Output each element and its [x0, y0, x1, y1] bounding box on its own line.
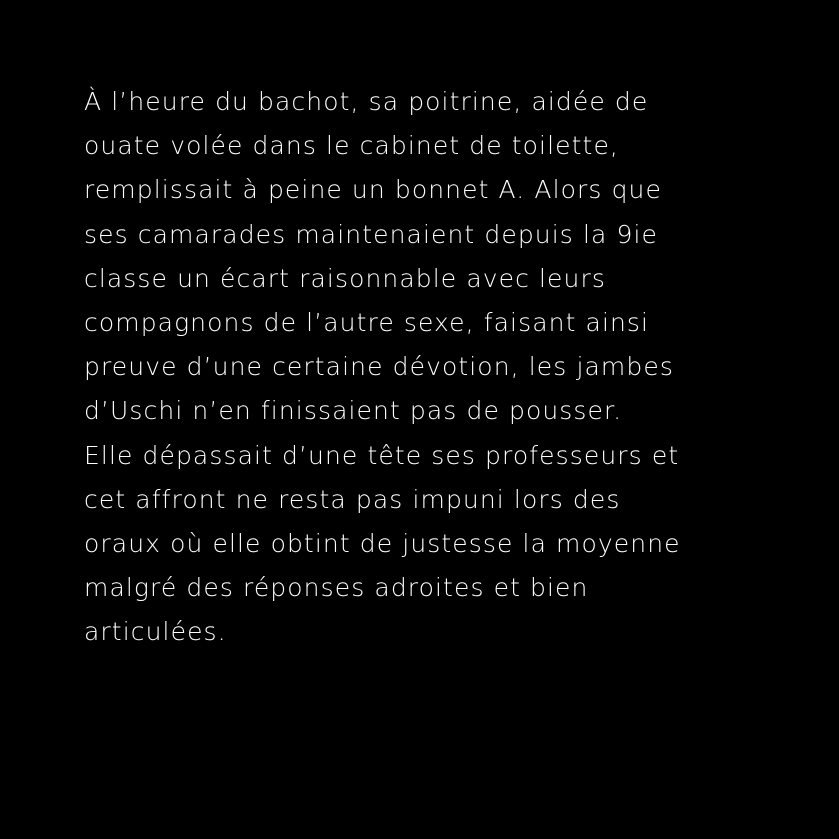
text-line: À l’heure du bachot, sa poitrine, aidée de — [84, 87, 649, 116]
text-line: ses camarades maintenaient depuis la 9ie — [84, 219, 658, 249]
text-line: cet affront ne resta pas impuni lors des — [84, 484, 621, 514]
text-line: classe un écart raisonnable avec leurs — [84, 263, 606, 293]
text-line: ouate volée dans le cabinet de toilette, — [84, 131, 619, 161]
text-line: oraux où elle obtint de justesse la moyenne — [84, 529, 681, 559]
text-line: compagnons de l’autre sexe, faisant ainsi — [84, 308, 650, 338]
text-line: remplissait à peine un bonnet A. Alors que — [84, 175, 662, 205]
text-line: preuve d’une certaine dévotion, les jambes — [84, 352, 674, 382]
text-line: Elle dépassait d’une tête ses professeurs et — [84, 440, 680, 470]
text-line: malgré des réponses adroites et bien — [84, 573, 589, 603]
text-line: articulées. — [84, 617, 227, 647]
text-line: d’Uschi n’en finissaient pas de pousser. — [84, 396, 623, 426]
text-paragraph — [84, 80, 784, 655]
